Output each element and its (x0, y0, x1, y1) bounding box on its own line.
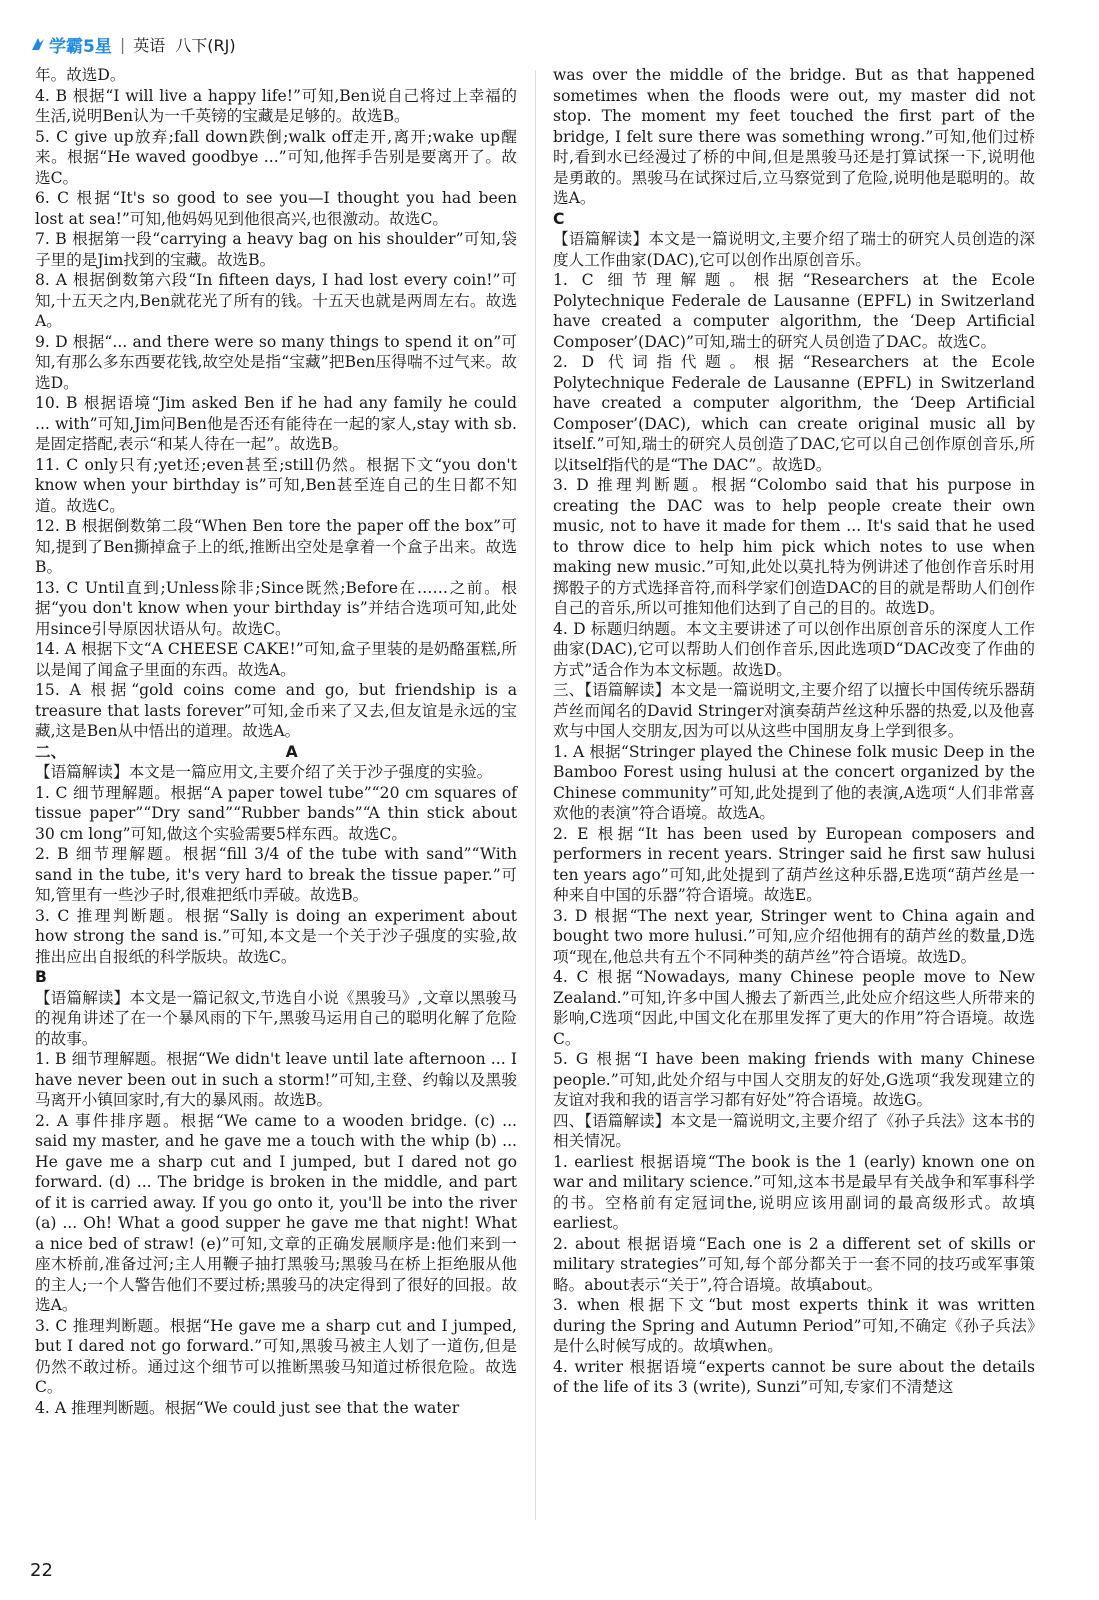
answer-paragraph: 【语篇解读】本文是一篇说明文,主要介绍了瑞士的研究人员创造的深度人工作曲家(DAC),它可以创作出原创音乐。 (553, 230, 1035, 269)
answer-paragraph: 2. B 细节理解题。根据“fill 3/4 of the tube with sand”“With sand in the tube, it's very hard to break the tissue paper.”可知,管里有一些沙子时,很难把纸巾弄破。故选B。 (35, 845, 517, 904)
answer-paragraph: 【语篇解读】本文是一篇记叙文,节选自小说《黑骏马》,文章以黑骏马的视角讲述了在一个暴风雨的下午,黑骏马运用自己的聪明化解了危险的故事。 (35, 988, 517, 1048)
answer-paragraph: 8. A 根据倒数第六段“In fifteen days, I had lost every coin!”可知,十五天之内,Ben就花光了所有的钱。十五天也就是两周左右。故选A。 (35, 271, 517, 330)
answer-paragraph: 2. about 根据语境“Each one is 2 a different set of skills or military strategies”可知,每个部分都关于一套不同的技巧或军事策略。about表示“关于”,符合语境。故填about。 (553, 1234, 1035, 1294)
answer-paragraph: 12. B 根据倒数第二段“When Ben tore the paper off the box”可知,提到了Ben撕掉盒子上的纸,推断出空处是拿着一个盒子出来。故选B。 (35, 517, 517, 576)
answer-paragraph: 1. C 细节理解题。根据“A paper towel tube”“20 cm squares of tissue paper”“Dry sand”“Rubber bands”“A thin stick about 30 cm long”可知,做这个实验需要5样东西。故选C。 (35, 783, 517, 843)
answer-paragraph: 4. A 推理判断题。根据“We could just see that the water (35, 1398, 460, 1417)
answer-paragraph: 3. D 根据“The next year, Stringer went to China again and bought two more hulusi.”可知,应介绍他拥有的葫芦丝的数量,D选项“现在,他总共有五个不同种类的葫芦丝”符合语境。故选D。 (553, 906, 1035, 966)
answer-paragraph: 3. C 推理判断题。根据“He gave me a sharp cut and I jumped, but I dared not go forward.”可知,黑骏马被主人划了一道伤,但是仍然不敢过桥。通过这个细节可以推断黑骏马知道过桥很危险。故选C。 (35, 1316, 517, 1396)
answer-paragraph: 6. C 根据“It's so good to see you—I thought you had been lost at sea!”可知,他妈妈见到他很高兴,也很激动。故选C。 (35, 189, 517, 228)
answer-paragraph: 4. writer 根据语境“experts cannot be sure about the details of the life of its 3 (write), Sunzi”可知,专家们不清楚这 (553, 1357, 1035, 1396)
answer-paragraph: 4. D 标题归纳题。本文主要讲述了可以创作出原创音乐的深度人工作曲家(DAC),它可以帮助人们创作音乐,因此选项D“DAC改变了作曲的方式”适合作为本文标题。故选D。 (553, 619, 1035, 679)
answer-paragraph: 4. C 根据“Nowadays, many Chinese people move to New Zealand.”可知,许多中国人搬去了新西兰,此处应介绍这些人所带来的影响,C选项“因此,中国文化在那里发挥了更大的作用”符合语境。故选C。 (553, 968, 1035, 1048)
page-number: 22 (30, 1560, 53, 1581)
section-letter: B (35, 968, 47, 986)
answer-paragraph: 7. B 根据第一段“carrying a heavy bag on his shoulder”可知,袋子里的是Jim找到的宝藏。故选B。 (35, 230, 517, 269)
left-column (35, 65, 517, 1418)
answer-paragraph: 3. D 推理判断题。根据“Colombo said that his purpose in creating the DAC was to help people create their own music, not to have it made for them ... It's said that he used to throw dice to help him pick which notes to use when making new music.”可知,此处以莫扎特为例讲述了他创作音乐时用掷骰子的方式选择音符,而科学家们创造DAC的目的就是帮助人们创作自己的音乐,所以可推知他们达到了自己的目的。故选D。 (553, 476, 1035, 617)
answer-paragraph: 年。故选D。 (35, 66, 126, 84)
grade-label: 八下(RJ) (175, 35, 236, 55)
answer-paragraph: 4. B 根据“I will live a happy life!”可知,Ben说自己将过上幸福的生活,说明Ben认为一千英镑的宝藏是足够的。故选B。 (35, 86, 517, 125)
answer-paragraph: 1. A 根据“Stringer played the Chinese folk music Deep in the Bamboo Forest using hulusi at the concert organized by the Chinese community”可知,此处提到了他的表演,A选项“人们非常喜欢他的表演”符合语境。故选A。 (553, 742, 1035, 822)
answer-paragraph: 15. A 根据“gold coins come and go, but friendship is a treasure that lasts forever”可知,金币来了又去,但友谊是永远的宝藏,这是Ben从中悟出的道理。故选A。 (35, 681, 517, 740)
section-letter: C (553, 209, 565, 228)
column-divider (535, 70, 536, 1520)
answer-paragraph: 2. D 代词指代题。根据“Researchers at the Ecole Polytechnique Federale de Lausanne (EPFL) in Switzerland have created a computer algorithm, the ‘Deep Artificial Composer’(DAC), which can create original music all by itself.”可知,瑞士的研究人员创造了DAC,它可以自己创作原创音乐,所以itself指代的是“The DAC”。故选D。 (553, 353, 1035, 474)
answer-paragraph: 13. C Until直到;Unless除非;Since既然;Before在……之前。根据“you don't know when your birthday is”并结合选项可知,此处用since引导原因状语从句。故选C。 (35, 578, 517, 638)
answer-paragraph: 3. C 推理判断题。根据“Sally is doing an experiment about how strong the sand is.”可知,本文是一个关于沙子强度的实验,故推出应出自报纸的科学版块。故选C。 (35, 906, 517, 966)
answer-paragraph: 3. when 根据下文“but most experts think it was written during the Spring and Autumn Period”可知,不确定《孙子兵法》是什么时候写成的。故填when。 (553, 1296, 1035, 1355)
answer-paragraph: 5. C give up放弃;fall down跌倒;walk off走开,离开;wake up醒来。根据“He waved goodbye ...”可知,他挥手告别是要离开了。故选C。 (35, 127, 517, 187)
brand-name: 学霸5星 (49, 36, 112, 57)
answer-paragraph: 1. C 细节理解题。根据“Researchers at the Ecole Polytechnique Federale de Lausanne (EPFL) in Switzerland have created a computer algorithm, the ‘Deep Artificial Composer’(DAC)”可知,瑞士的研究人员创造了DAC。故选C。 (553, 271, 1035, 351)
answer-paragraph: 【语篇解读】本文是一篇应用文,主要介绍了关于沙子强度的实验。 (35, 763, 493, 781)
answer-paragraph: 2. A 事件排序题。根据“We came to a wooden bridge. (c) ... said my master, and he gave me a touch with the whip (b) ... He gave me a sharp cut and I jumped, but I dared not go forward. (d) ... The bridge is broken in the middle, and part of it is carried away. If you go onto it, you'll be into the river (a) ... Oh! What a good supper he gave me that night! What a nice bed of straw! (e)”可知,文章的正确发展顺序是:他们来到一座木桥前,准备过河;主人用鞭子抽打黑骏马;黑骏马在桥上拒绝服从他的主人;一个人警告他们不要过桥;黑骏马的决定得到了很好的回报。故选A。 (35, 1111, 517, 1314)
answer-paragraph: 1. earliest 根据语境“The book is the 1 (early) known one on war and military science.”可知,这本书是最早有关战争和军事科学的书。空格前有定冠词the,说明应该用副词的最高级形式。故填earliest。 (553, 1152, 1035, 1232)
answer-paragraph: 9. D 根据“... and there were so many things to spend it on”可知,有那么多东西要花钱,故空处是指“宝藏”把Ben压得喘不过气来。故选D。 (35, 332, 517, 392)
star-pen-icon (30, 36, 46, 52)
answer-paragraph: 11. C only只有;yet还;even甚至;still仍然。根据下文“you don't know when your birthday is”可知,Ben甚至连自己的生日都不知道。故选C。 (35, 455, 517, 515)
right-column (553, 65, 1035, 1398)
answer-paragraph: 三、【语篇解读】本文是一篇说明文,主要介绍了以擅长中国传统乐器葫芦丝而闻名的David Stringer对演奏葫芦丝这种乐器的热爱,以及他喜欢与中国人交朋友,因为可以从这些中国朋友身上学到很多。 (553, 681, 1035, 740)
section-letter: A (285, 742, 298, 761)
answer-paragraph: 10. B 根据语境“Jim asked Ben if he had any family he could ... with”可知,Jim问Ben他是否还有能待在一起的家人,stay with sb.是固定搭配,表示“和某人待在一起”。故选B。 (35, 394, 517, 453)
answer-paragraph: 14. A 根据下文“A CHEESE CAKE!”可知,盒子里装的是奶酪蛋糕,所以是闻了闻盒子里面的东西。故选A。 (35, 640, 517, 679)
subject-label: 英语 (133, 35, 166, 55)
brand-logo (30, 32, 112, 57)
answer-paragraph: 四、【语篇解读】本文是一篇说明文,主要介绍了《孙子兵法》这本书的相关情况。 (553, 1111, 1035, 1150)
answer-paragraph: 5. G 根据“I have been making friends with many Chinese people.”可知,此处介绍与中国人交朋友的好处,G选项“我发现建立的友谊对我和我的语言学习都有好处”符合语境。故选G。 (553, 1050, 1035, 1109)
header-separator: | (119, 34, 126, 54)
answer-paragraph: was over the middle of the bridge. But as that happened sometimes when the floods were out, my master did not stop. The moment my feet touched the first part of the bridge, I felt sure there was something wrong.”可知,他们过桥时,看到水已经漫过了桥的中间,但是黑骏马还是打算试探一下,说明他是勇敢的。黑骏马在试探过后,立马察觉到了危险,说明他是聪明的。故选A。 (553, 66, 1035, 207)
page-header (30, 30, 236, 58)
section-label: 二、 (35, 741, 67, 761)
section-heading (35, 742, 517, 763)
answer-paragraph: 1. B 细节理解题。根据“We didn't leave until late afternoon ... I have never been out in such a storm!”可知,主登、约翰以及黑骏马离开小镇回家时,有大的暴风雨。故选B。 (35, 1050, 517, 1109)
answer-paragraph: 2. E 根据“It has been used by European composers and performers in recent years. Stringer said he first saw hulusi ten years ago”可知,此处提到了葫芦丝这种乐器,E选项“葫芦丝是一种来自中国的乐器”符合语境。故选E。 (553, 824, 1035, 904)
